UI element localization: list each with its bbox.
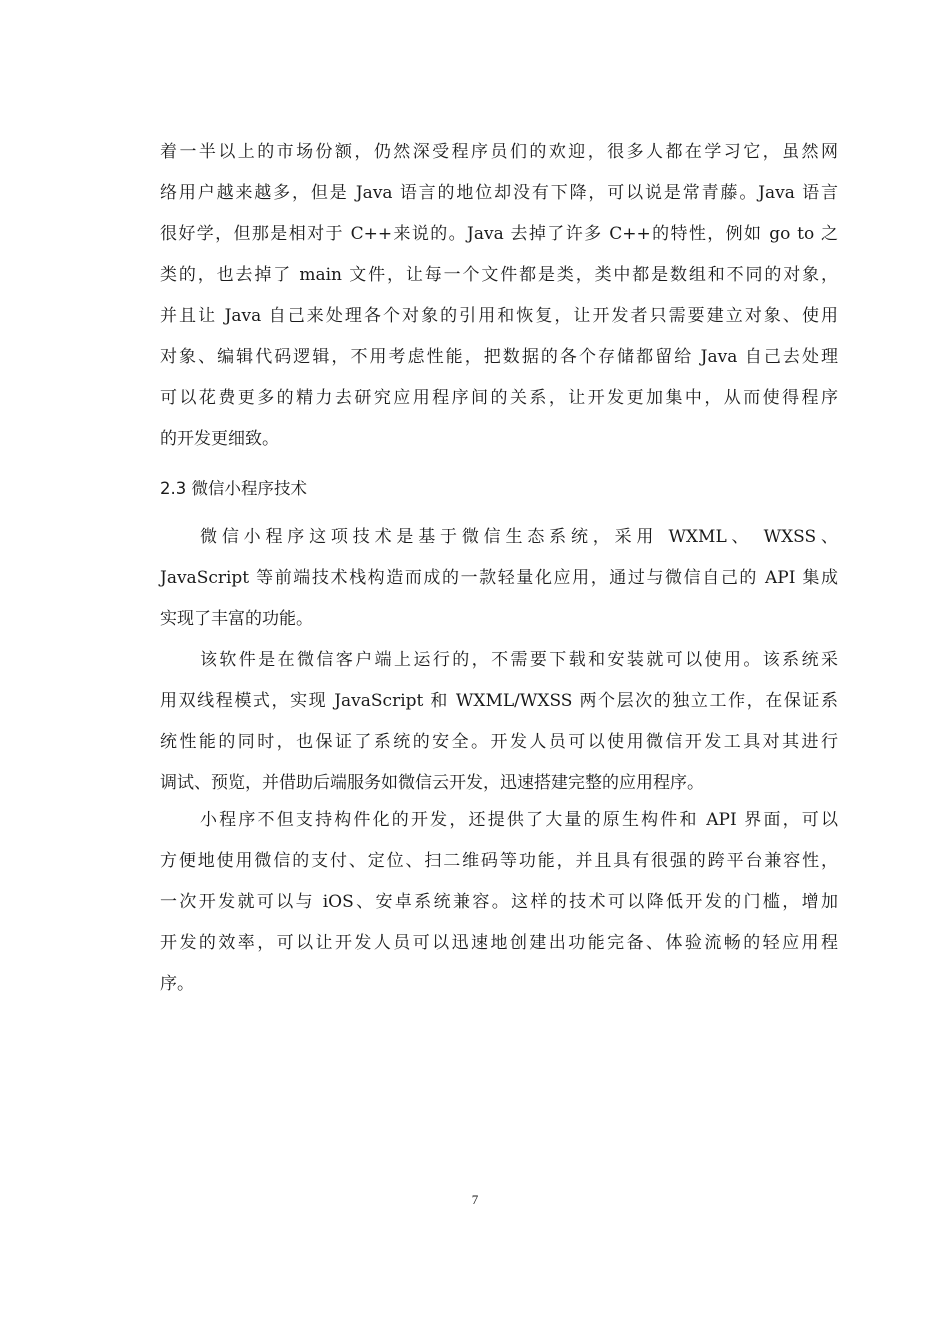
paragraph-line: 很好学，但那是相对于 C++来说的。Java 去掉了许多 C++的特性，例如 go to 之 (160, 224, 838, 244)
paragraph-line: 方便地使用微信的支付、定位、扫二维码等功能，并且具有很强的跨平台兼容性， (160, 851, 838, 871)
paragraph-line: 开发的效率，可以让开发人员可以迅速地创建出功能完备、体验流畅的轻应用程 (160, 933, 838, 953)
paragraph-line: 类的，也去掉了 main 文件，让每一个文件都是类，类中都是数组和不同的对象， (160, 265, 838, 285)
paragraph-line: 用双线程模式，实现 JavaScript 和 WXML/WXSS 两个层次的独立工作，在保证系 (160, 691, 838, 711)
paragraph-line: 小程序不但支持构件化的开发，还提供了大量的原生构件和 API 界面，可以 (200, 810, 838, 830)
paragraph-line: 调试、预览，并借助后端服务如微信云开发，迅速搭建完整的应用程序。 (160, 773, 704, 793)
paragraph-line: 该软件是在微信客户端上运行的，不需要下载和安装就可以使用。该系统采 (200, 650, 838, 670)
paragraph-line: 可以花费更多的精力去研究应用程序间的关系，让开发更加集中，从而使得程序 (160, 388, 838, 408)
section-heading: 2.3 微信小程序技术 (160, 479, 307, 498)
paragraph-wechat-miniprogram-intro (160, 517, 838, 640)
paragraph-line: 序。 (160, 974, 194, 994)
paragraph-line: 并且让 Java 自己来处理各个对象的引用和恢复，让开发者只需要建立对象、使用 (160, 306, 838, 326)
paragraph-line: 的开发更细致。 (160, 429, 279, 449)
paragraph-line: 络用户越来越多，但是 Java 语言的地位却没有下降，可以说是常青藤。Java 语言 (160, 183, 838, 203)
page-number: 7 (471, 1192, 479, 1207)
paragraph-line: 实现了丰富的功能。 (160, 609, 313, 629)
paragraph-line: 一次开发就可以与 iOS、安卓系统兼容。这样的技术可以降低开发的门槛，增加 (160, 892, 838, 912)
paragraph-line: 统性能的同时，也保证了系统的安全。开发人员可以使用微信开发工具对其进行 (160, 732, 838, 752)
paragraph-line: 对象、编辑代码逻辑，不用考虑性能，把数据的各个存储都留给 Java 自己去处理 (160, 347, 838, 367)
intro-paragraph (160, 132, 838, 460)
paragraph-components-and-compat (160, 800, 838, 1005)
paragraph-line: 着一半以上的市场份额，仍然深受程序员们的欢迎，很多人都在学习它，虽然网 (160, 142, 838, 162)
paragraph-line: JavaScript 等前端技术栈构造而成的一款轻量化应用，通过与微信自己的 API 集成 (160, 568, 838, 588)
paragraph-line: 微信小程序这项技术是基于微信生态系统，采用 WXML、 WXSS、 (200, 527, 838, 547)
paragraph-runtime-model (160, 640, 838, 804)
